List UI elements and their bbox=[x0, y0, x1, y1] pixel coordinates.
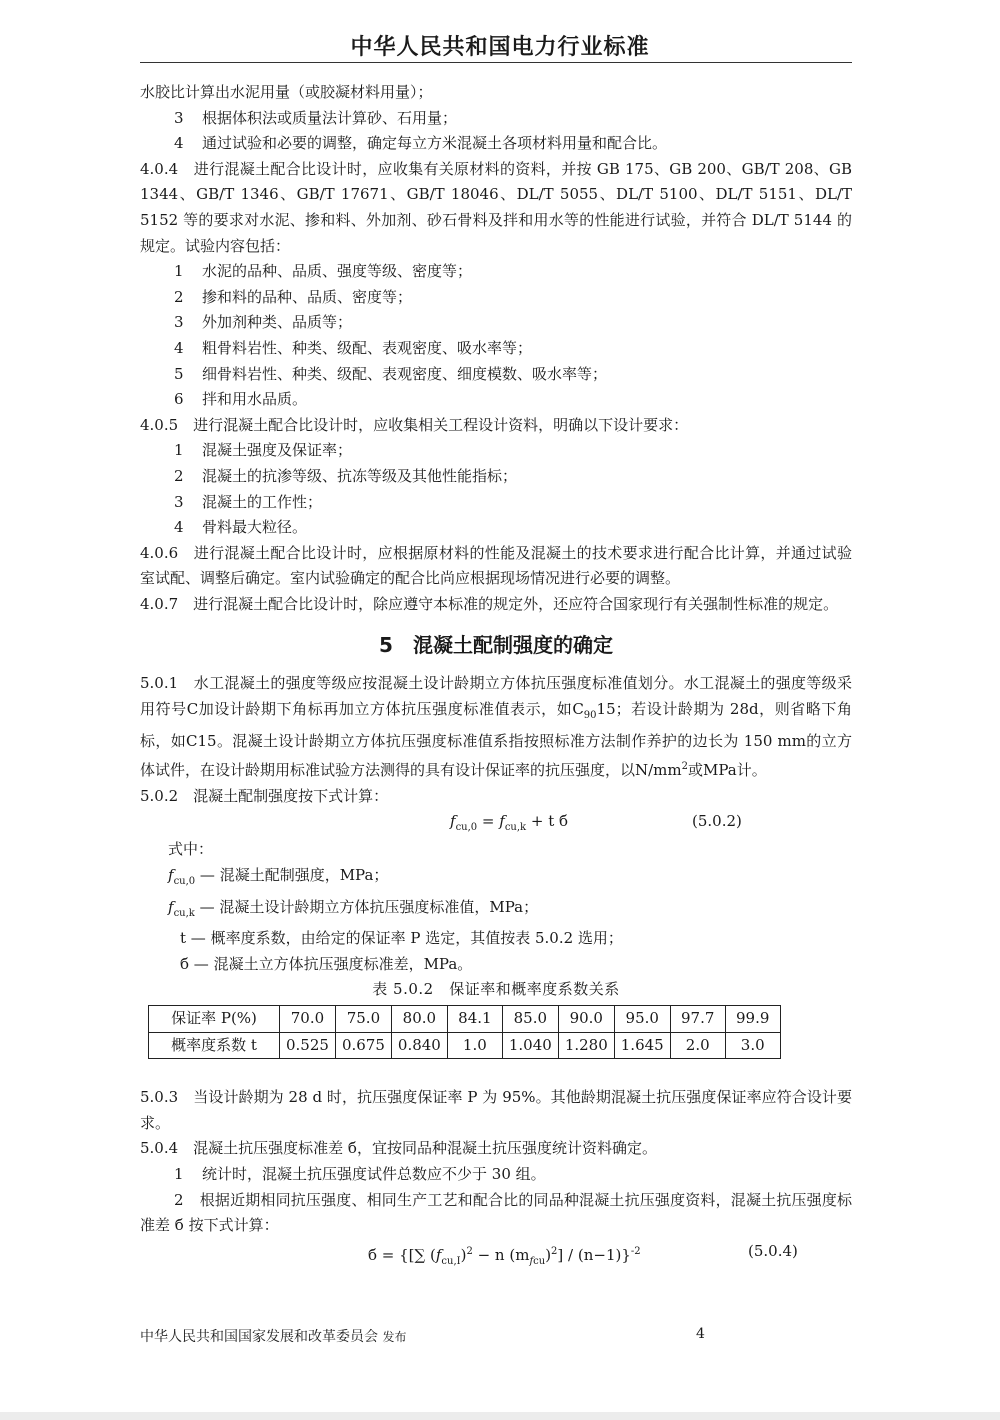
list-item: 3 根据体积法或质量法计算砂、石用量； bbox=[174, 108, 458, 127]
table-cell: 1.645 bbox=[614, 1032, 670, 1059]
table-row bbox=[149, 1032, 781, 1059]
clause-4-0-4: 4.0.4 进行混凝土配合比设计时，应收集有关原材料的资料，并按 GB 175、GB 200、GB/T 208、GB 1344、GB/T 1346、GB/T 17671、GB/T 18046、DL/T 5055、DL/T 5100、DL/T 5151、DL/T 5152 等的要求对水泥、掺和料、外加剂、砂石骨料及拌和用水等的性能进行试验，并符合 DL/T 5144 的规定。试验内容包括： bbox=[140, 159, 852, 255]
table-cell: 75.0 bbox=[335, 1006, 391, 1033]
table-cell: 99.9 bbox=[725, 1006, 780, 1033]
header-rule bbox=[140, 62, 852, 63]
paragraph-continuation: 水胶比计算出水泥用量（或胶凝材料用量）； bbox=[140, 83, 433, 101]
table-cell: 97.7 bbox=[670, 1006, 725, 1033]
clause-4-0-5: 4.0.5 进行混凝土配合比设计时，应收集相关工程设计资料，明确以下设计要求： bbox=[140, 415, 689, 434]
table-row-label: 概率度系数 t bbox=[149, 1032, 280, 1059]
table-cell: 3.0 bbox=[725, 1032, 780, 1059]
definition-sigma: б — 混凝土立方体抗压强度标准差，MPa。 bbox=[180, 954, 473, 973]
definition-fcu0: $f_{cu,0}$ — 混凝土配制强度，MPa； bbox=[168, 866, 389, 888]
document-body bbox=[140, 80, 852, 1267]
clause-4-0-6: 4.0.6 进行混凝土配合比设计时，应根据原材料的性能及混凝土的技术要求进行配合比计算，并通过试验室试配、调整后确定。室内试验确定的配合比尚应根据现场情况进行必要的调整。 bbox=[140, 543, 852, 588]
list-item: 6 拌和用水品质。 bbox=[174, 390, 308, 409]
where-label: 式中： bbox=[168, 840, 214, 859]
table-cell: 70.0 bbox=[280, 1006, 336, 1033]
definition-t: t — 概率度系数，由给定的保证率 P 选定，其值按表 5.0.2 选用； bbox=[180, 929, 623, 948]
table-cell: 2.0 bbox=[670, 1032, 725, 1059]
list-405 bbox=[140, 438, 852, 540]
table-caption: 表 5.0.2 保证率和概率度系数关系 bbox=[372, 980, 620, 999]
table-cell: 84.1 bbox=[447, 1006, 502, 1033]
table-cell: 0.840 bbox=[391, 1032, 447, 1059]
probability-table bbox=[148, 1005, 781, 1059]
table-row-label: 保证率 P(%) bbox=[149, 1006, 280, 1033]
table-cell: 0.525 bbox=[280, 1032, 336, 1059]
table-cell: 95.0 bbox=[614, 1006, 670, 1033]
list-item: 1 水泥的品种、品质、强度等级、密度等； bbox=[174, 262, 473, 281]
table-cell: 1.040 bbox=[502, 1032, 558, 1059]
spacer bbox=[140, 1059, 852, 1085]
list-item: 3 外加剂种类、品质等； bbox=[174, 313, 353, 332]
section-5-title: 5 混凝土配制强度的确定 bbox=[379, 633, 613, 658]
clause-4-0-7: 4.0.7 进行混凝土配合比设计时，除应遵守本标准的规定外，还应符合国家现行有关强制性标准的规定。 bbox=[140, 594, 839, 613]
list-item: 4 粗骨料岩性、种类、级配、表观密度、吸水率等； bbox=[174, 338, 533, 357]
formula-number: (5.0.2) bbox=[692, 812, 742, 831]
list-item: 4 骨料最大粒径。 bbox=[174, 518, 308, 537]
list-item: 5 细骨料岩性、种类、级配、表观密度、细度模数、吸水率等； bbox=[174, 364, 608, 383]
page-number: 4 bbox=[696, 1326, 705, 1342]
table-row bbox=[149, 1006, 781, 1033]
header-title: 中华人民共和国电力行业标准 bbox=[350, 35, 650, 60]
list-item: 1 混凝土强度及保证率； bbox=[174, 441, 353, 460]
table-cell: 85.0 bbox=[502, 1006, 558, 1033]
list-item: 1 统计时，混凝土抗压强度试件总数应不少于 30 组。 bbox=[174, 1164, 546, 1183]
formula-number: (5.0.4) bbox=[748, 1241, 798, 1260]
footer-publisher: 中华人民共和国国家发展和改革委员会 发布 bbox=[140, 1329, 407, 1345]
clause-5-0-1: 5.0.1 水工混凝土的强度等级应按混凝土设计龄期立方体抗压强度标准值划分。水工混凝土的强度等级采用符号C加设计龄期下角标再加立方体抗压强度标准值表示，如$C_{90}15$；若设计龄期为 28d，则省略下角标，如C15。混凝土设计龄期立方体抗压强度标准值系指按照标准方法制作养护的边长为 150 mm的立方体试件，在设计龄期用标准试验方法测得的具有设计保证率的抗压强度，以$N/mm^2$或MPa计。 bbox=[140, 674, 852, 780]
list-items-a bbox=[140, 106, 852, 157]
list-item: 4 通过试验和必要的调整，确定每立方米混凝土各项材料用量和配合比。 bbox=[174, 134, 668, 153]
table-cell: 80.0 bbox=[391, 1006, 447, 1033]
table-cell: 1.0 bbox=[447, 1032, 502, 1059]
table-cell: 0.675 bbox=[335, 1032, 391, 1059]
clause-5-0-4: 5.0.4 混凝土抗压强度标准差 б，宜按同品种混凝土抗压强度统计资料确定。 bbox=[140, 1139, 657, 1158]
formula-expression: б = {[∑ $(f_{cu,I})^2 - n$ $(m_{fcu})^2] / (n-1)\}^{-2}$ bbox=[368, 1245, 641, 1267]
formula-expression: $f_{cu,0} = f_{cu,k} + t$ б bbox=[450, 812, 569, 834]
list-item: 3 混凝土的工作性； bbox=[174, 492, 323, 511]
table-cell: 90.0 bbox=[558, 1006, 614, 1033]
page-bottom-strip bbox=[0, 1412, 1000, 1420]
list-item: 2 根据近期相同抗压强度、相同生产工艺和配合比的同品种混凝土抗压强度资料，混凝土抗压强度标准差 б 按下式计算： bbox=[140, 1190, 852, 1235]
list-item: 2 掺和料的品种、品质、密度等； bbox=[174, 287, 413, 306]
list-404 bbox=[140, 259, 852, 413]
clause-5-0-3: 5.0.3 当设计龄期为 28 d 时，抗压强度保证率 P 为 95%。其他龄期混凝土抗压强度保证率应符合设计要求。 bbox=[140, 1088, 852, 1132]
definition-fcuk: $f_{cu,k}$ — 混凝土设计龄期立方体抗压强度标准值，MPa； bbox=[168, 897, 539, 919]
formula-5-0-4 bbox=[140, 1239, 852, 1267]
formula-5-0-2 bbox=[140, 809, 852, 837]
table-cell: 1.280 bbox=[558, 1032, 614, 1059]
clause-5-0-2: 5.0.2 混凝土配制强度按下式计算： bbox=[140, 786, 389, 805]
list-item: 2 混凝土的抗渗等级、抗冻等级及其他性能指标； bbox=[174, 466, 518, 485]
